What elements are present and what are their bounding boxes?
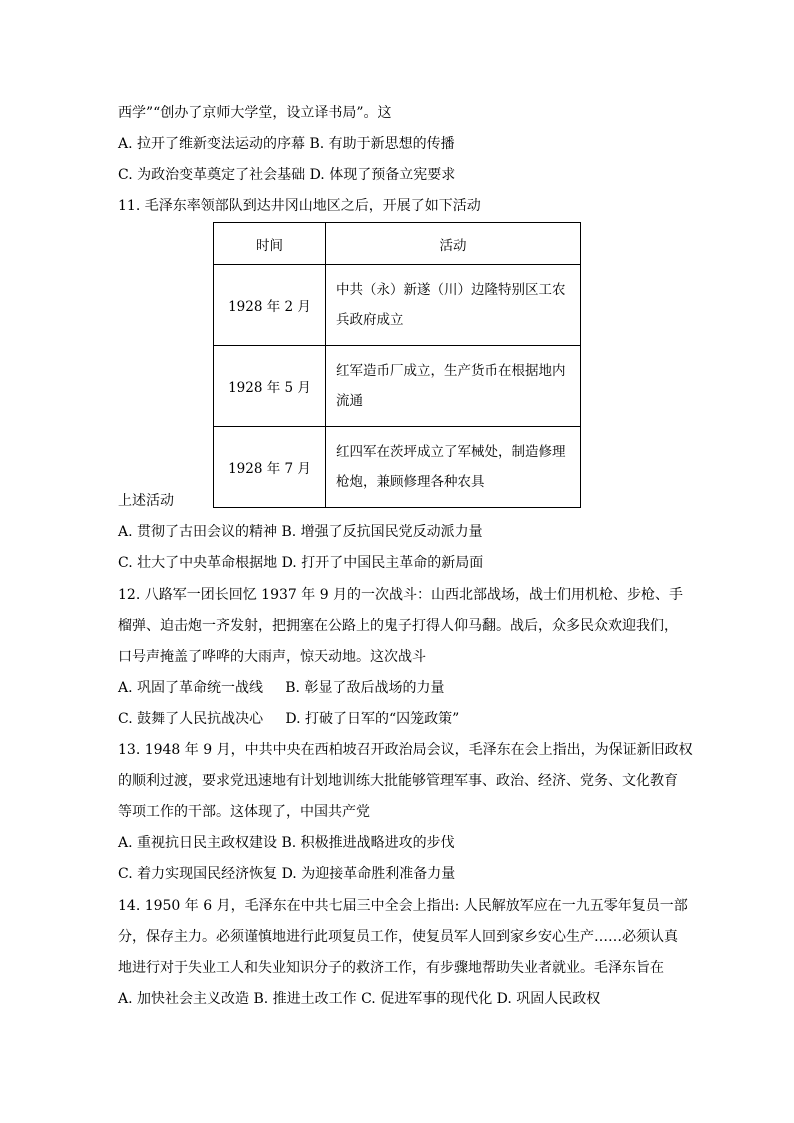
q14-stem-line: 地进行对于失业工人和失业知识分子的救济工作，有步骤地帮助失业者就业。毛泽东旨在 [118, 960, 664, 976]
q10-stem-tail: 西学”“创办了京师大学堂，设立译书局”。这 [118, 105, 392, 121]
q12-stem-line: 榴弹、迫击炮一齐发射，把拥塞在公路上的鬼子打得人仰马翻。战后，众多民众欢迎我们， [118, 618, 678, 634]
q12-option-line: C. 鼓舞了人民抗战决心 D. 打破了日军的“囚笼政策” [118, 711, 460, 727]
q10-option-line: A. 拉开了维新变法运动的序幕 B. 有助于新思想的传播 [118, 136, 455, 152]
table-cell-time: 1928 年 5 月 [214, 346, 326, 427]
table-header-row [214, 223, 581, 265]
q14-stem-line: 分，保存主力。必须谨慎地进行此项复员工作，使复员军人回到家乡安心生产……必须认真 [118, 929, 678, 945]
q14-option-line: A. 加快社会主义改造 B. 推进土改工作 C. 促进军事的现代化 D. 巩固人民政权 [118, 991, 601, 1007]
q13-option-line: C. 着力实现国民经济恢复 D. 为迎接革命胜利准备力量 [118, 866, 456, 882]
table-header-time: 时间 [214, 223, 326, 265]
q11-stem: 11. 毛泽东率领部队到达井冈山地区之后，开展了如下活动 [118, 198, 481, 214]
q12-option-line: A. 巩固了革命统一战线 B. 彰显了敌后战场的力量 [118, 680, 445, 696]
table-row [214, 427, 581, 508]
q13-stem-line: 等项工作的干部。这体现了，中国共产党 [118, 804, 370, 820]
q13-option-line: A. 重视抗日民主政权建设 B. 积极推进战略进攻的步伐 [118, 835, 455, 851]
q13-stem-line: 的顺利过渡，要求党迅速地有计划地训练大批能够管理军事、政治、经济、党务、文化教育 [118, 773, 678, 789]
q11-activity-table [213, 222, 581, 508]
q11-option-line: A. 贯彻了古田会议的精神 B. 增强了反抗国民党反动派力量 [118, 524, 483, 540]
table-cell-time: 1928 年 7 月 [214, 427, 326, 508]
table-cell-activity: 红四军在茨坪成立了军械处，制造修理枪炮，兼顾修理各种农具 [326, 427, 581, 508]
q10-option-line: C. 为政治变革奠定了社会基础 D. 体现了预备立宪要求 [118, 167, 456, 183]
table-cell-activity: 中共（永）新遂（川）边隆特别区工农兵政府成立 [326, 265, 581, 346]
q13-stem-line: 13. 1948 年 9 月，中共中央在西柏坡召开政治局会议，毛泽东在会上指出，为保证新旧政权 [118, 742, 693, 758]
table-cell-activity: 红军造币厂成立，生产货币在根据地内流通 [326, 346, 581, 427]
table-row [214, 346, 581, 427]
table-cell-time: 1928 年 2 月 [214, 265, 326, 346]
q14-stem-line: 14. 1950 年 6 月，毛泽东在中共七届三中全会上指出: 人民解放军应在一九五零年复员一部 [118, 898, 688, 914]
q12-stem-line: 口号声掩盖了哗哗的大雨声，惊天动地。这次战斗 [118, 649, 426, 665]
q11-after-table: 上述活动 [118, 493, 174, 509]
table-row [214, 265, 581, 346]
q12-stem-line: 12. 八路军一团长回忆 1937 年 9 月的一次战斗：山西北部战场，战士们用机枪、步枪、手 [118, 587, 684, 603]
table-header-activity: 活动 [326, 223, 581, 265]
q11-option-line: C. 壮大了中央革命根据地 D. 打开了中国民主革命的新局面 [118, 555, 484, 571]
